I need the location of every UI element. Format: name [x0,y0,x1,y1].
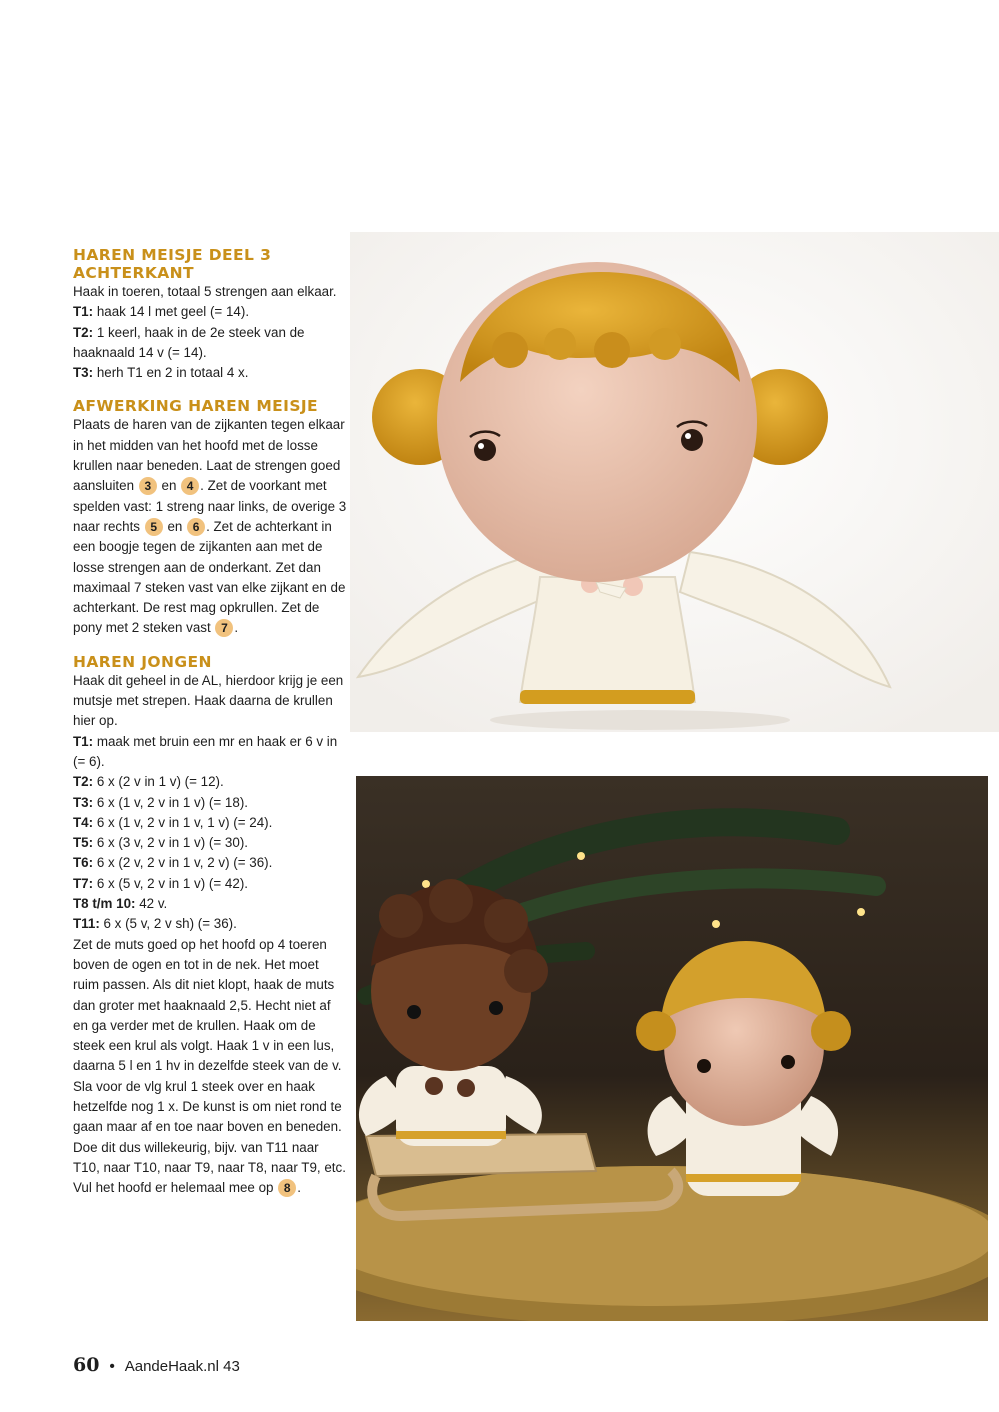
section-title-haren-meisje-deel-3: HAREN MEISJE DEEL 3 ACHTERKANT [73,246,272,282]
pattern-row: T1: haak 14 l met geel (= 14). [73,304,250,320]
magazine-issue: AandeHaak.nl 43 [124,1358,240,1375]
two-angels-illustration [356,776,988,1321]
step-badge-5: 5 [145,518,163,536]
step-badge-3: 3 [139,477,157,495]
section-intro: Haak dit geheel in de AL, hierdoor krijg je een mutsje met strepen. Haak daarna de krullen hier op. [73,672,344,729]
angel-girl-illustration [350,232,999,732]
step-badge-7: 7 [215,619,233,637]
pattern-row: T8 t/m 10: 42 v. [73,896,168,912]
angel-girl-photo [350,232,999,732]
section-body: Zet de muts goed op het hoofd op 4 toeren boven de ogen en tot in de nek. Het moet ruim passen. Als dit niet klopt, haak de muts dan groter met haaknaald 2,5. Hecht niet af en ga verder met de krullen. Haak om de steek een krul als volgt. Haak 1 v in een lus, daarna 5 l en 1 hv in dezelfde steek van de v. Sla voor de vlg krul 1 steek over en haak hetzelfde nog 1 x. De kunst is om niet rond te gaan maar af en toe naar boven en beneden. Doe dit dus willekeurig, bijv. van T11 naar T10, naar T10, naar T9, naar T8, naar T9, etc. Vul het hoofd er helemaal mee op 8 . [73,936,346,1196]
two-angels-sled-photo [356,776,988,1321]
pattern-row: T3: 6 x (1 v, 2 v in 1 v) (= 18). [73,794,249,810]
section-body: Plaats de haren van de zijkanten tegen elkaar in het midden van het hoofd met de losse krullen naar beneden. Laat de strengen goed aansluiten 3 en 4 . Zet de voorkant met spelden vast: 1 streng naar links, de overige 3 naar rechts 5 en 6 . Zet de achterkant in een boogje tegen de zijkanten aan met de losse strengen aan de onderkant. Zet dan maximaal 7 steken vast van elke zijkant en de achterkant. De rest mag opkrullen. Zet de pony met 2 steken vast 7 . [73,417,347,636]
pattern-row: T2: 6 x (2 v in 1 v) (= 12). [73,774,224,790]
page-footer [73,1354,240,1376]
pattern-text-column [73,246,348,1198]
pattern-row: T11: 6 x (5 v, 2 v sh) (= 36). [73,916,237,932]
section-intro: Haak in toeren, totaal 5 strengen aan elkaar. [73,284,337,299]
pattern-row: T3: herh T1 en 2 in totaal 4 x. [73,365,249,381]
step-badge-8: 8 [278,1179,296,1197]
pattern-row: T7: 6 x (5 v, 2 v in 1 v) (= 42). [73,875,249,891]
footer-separator: • [109,1358,115,1375]
step-badge-4: 4 [181,477,199,495]
pattern-row: T6: 6 x (2 v, 2 v in 1 v, 2 v) (= 36). [73,855,273,871]
section-title-afwerking-haren-meisje: AFWERKING HAREN MEISJE [73,397,319,416]
pattern-row: T1: maak met bruin een mr en haak er 6 v in (= 6). [73,733,338,769]
section-title-haren-jongen: HAREN JONGEN [73,652,212,671]
step-badge-6: 6 [187,518,205,536]
page-number: 60 [73,1354,100,1376]
pattern-row: T2: 1 keerl, haak in de 2e steek van de haaknaald 14 v (= 14). [73,324,305,360]
pattern-row: T5: 6 x (3 v, 2 v in 1 v) (= 30). [73,835,249,851]
pattern-row: T4: 6 x (1 v, 2 v in 1 v, 1 v) (= 24). [73,814,273,830]
